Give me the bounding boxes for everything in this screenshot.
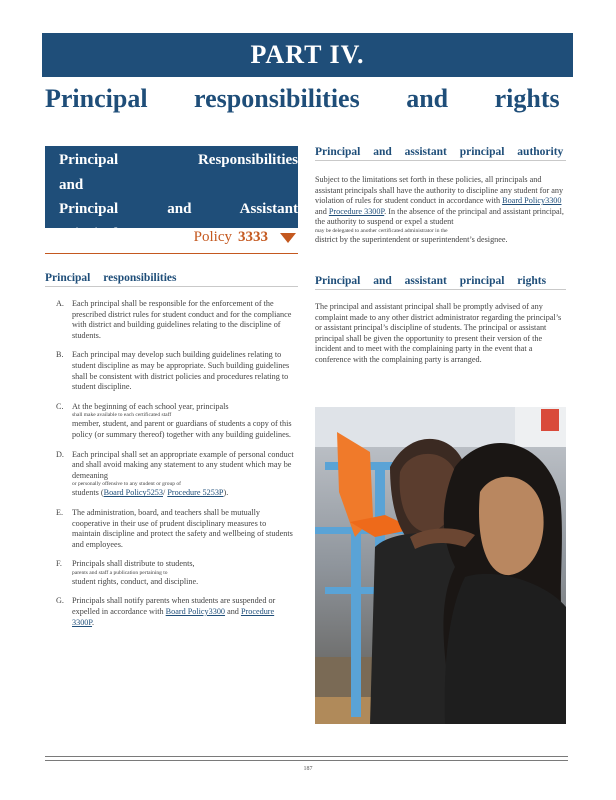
- item-text: and: [225, 607, 241, 617]
- item-text: students (: [72, 488, 104, 498]
- list-item: [56, 508, 296, 550]
- policy-number-line: [45, 229, 298, 254]
- list-item: [56, 402, 296, 441]
- page-number: 187: [303, 766, 313, 772]
- item-small-text: shall make available to each certificated staff: [72, 412, 172, 419]
- item-text: Each principal may develop such building guidelines relating to student discipline as may be appropriate. Such building guidelines shall be consistent with district policies and procedures relating to student discipline.: [72, 350, 290, 392]
- item-text: student rights, conduct, and discipline.: [72, 576, 199, 586]
- procedure-3300p-link[interactable]: Procedure 3300P: [72, 607, 275, 627]
- list-item: [56, 299, 296, 341]
- item-text: Principals shall distribute to students,: [72, 559, 195, 569]
- item-text: member, student, and parent or guardians of students a copy of this policy (or summary thereof) together with any building guidelines.: [72, 419, 292, 439]
- list-item: [56, 450, 296, 499]
- list-item: [56, 559, 296, 587]
- item-text: ).: [223, 488, 229, 498]
- authority-paragraph: [315, 175, 566, 246]
- item-text: Principals shall notify parents when students are suspended or expelled in accordance with: [72, 596, 276, 617]
- rights-paragraph: The principal and assistant principal shall be promptly advised of any complaint made to any other district administrator regarding the principal’s or assistant principal’s discipline of students. The principal or assistant principal shall be given the opportunity to present their version of the incident and to meet with the complaining party in the event that a conference with the complaining party is arranged.: [315, 302, 562, 364]
- link-separator: /: [162, 488, 168, 498]
- section-heading-authority: Principal and assistant principal authority: [315, 146, 566, 161]
- item-text: .: [92, 617, 95, 627]
- paragraph-text: district by the superintendent or superintendent’s designee.: [315, 234, 508, 244]
- item-letter: B.: [56, 350, 64, 360]
- title-line-3: Authority and Rights: [59, 250, 216, 266]
- students-photo: [315, 407, 566, 724]
- policy-label: Policy: [193, 229, 232, 245]
- item-letter: A.: [56, 299, 64, 308]
- item-letter: F.: [56, 559, 62, 569]
- list-item: [56, 350, 296, 392]
- item-letter: E.: [56, 507, 64, 517]
- item-letter: C.: [56, 401, 64, 411]
- page-title: Principal responsibilities and rights: [45, 84, 560, 113]
- section-heading-rights: Principal and assistant principal rights: [315, 275, 566, 290]
- procedure-3300p-link[interactable]: Procedure 3300P: [328, 206, 385, 216]
- policy-number: 3333: [238, 229, 268, 245]
- paragraph-text: . In the absence of the principal and assistant principal, the authority to suspend or expel a student: [315, 206, 564, 227]
- item-letter: G.: [56, 596, 64, 606]
- footer-rule: [45, 760, 568, 761]
- board-policy-3300-link[interactable]: Board Policy3300: [502, 196, 562, 206]
- item-text: The administration, board, and teachers shall be mutually cooperative in their use of prudent disciplinary measures to maintain discipline and protect the safety and wellbeing of students and employees.: [72, 507, 293, 549]
- title-line-2: Principal and Assistant Principal: [59, 201, 298, 242]
- title-line-1: Principal Responsibilities and: [59, 152, 298, 193]
- board-policy-5253-link[interactable]: Board Policy5253: [103, 488, 163, 498]
- item-text: At the beginning of each school year, principals: [72, 401, 229, 411]
- part-banner: PART IV.: [42, 33, 573, 77]
- item-text: Each principal shall be responsible for the enforcement of the prescribed district rules for student conduct and for the compliance with district and building guidelines relating to the discipline of students.: [72, 299, 292, 340]
- paragraph-text: and: [315, 206, 329, 216]
- triangle-down-icon: [280, 233, 296, 243]
- footer-rule: [45, 756, 568, 757]
- procedure-5253p-link[interactable]: Procedure 5253P: [167, 488, 224, 498]
- list-item: [56, 596, 296, 628]
- item-small-text: parents and staff a publication pertaining to: [72, 569, 168, 576]
- item-letter: D.: [56, 449, 64, 459]
- item-text: Each principal shall set an appropriate example of personal conduct and shall avoid making any statement to any student which may be demeaning: [72, 449, 294, 480]
- section-heading-responsibilities: Principal responsibilities: [45, 272, 298, 287]
- paragraph-small-text: may be delegated to another certificated administrator in the: [315, 227, 448, 234]
- paragraph-text: Subject to the limitations set forth in these policies, all principals and assistant principals shall have the authority to discipline any student for any violation of rules for student conduct in accordance with: [315, 175, 564, 206]
- item-small-text: or personally offensive to any student or group of: [72, 481, 181, 488]
- board-policy-3300-link[interactable]: Board Policy3300: [165, 607, 226, 617]
- responsibilities-list: [56, 299, 296, 637]
